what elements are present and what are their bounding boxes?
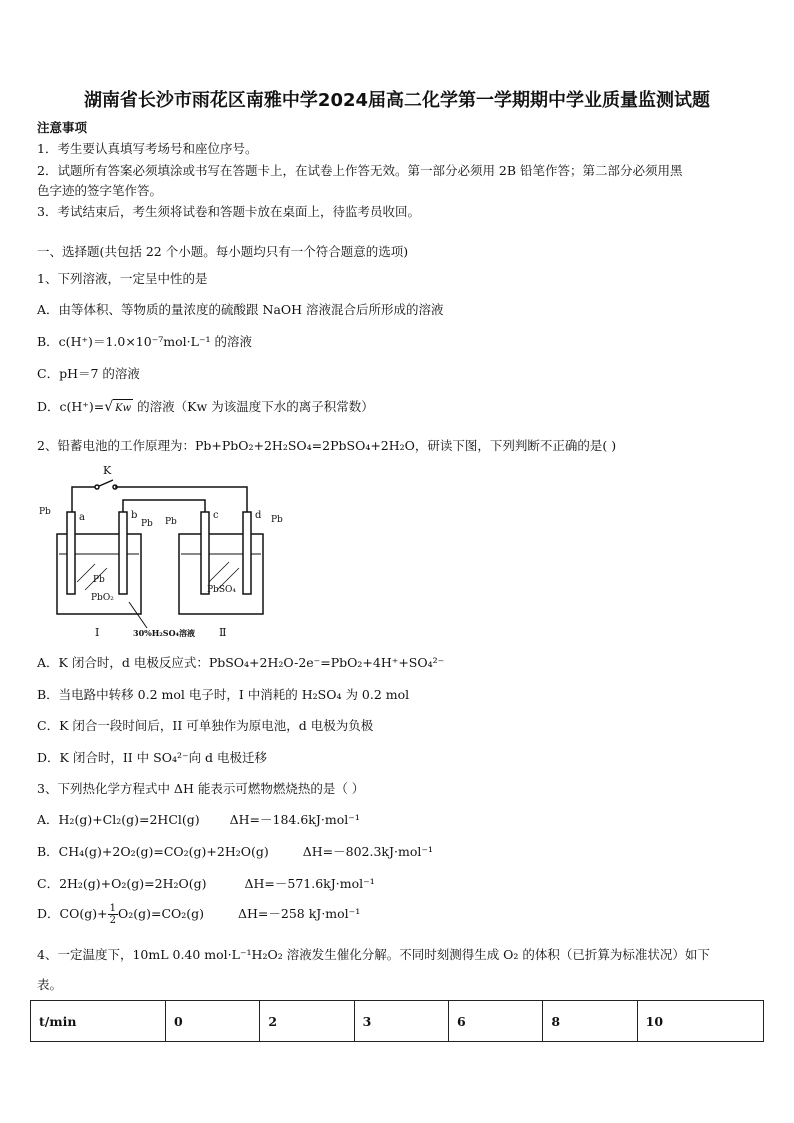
notice-item-2-cont: 色字迹的签字笔作答。 bbox=[37, 183, 163, 198]
q3-b-equation: B．CH₄(g)+2O₂(g)=CO₂(g)+2H₂O(g) bbox=[37, 844, 269, 859]
q4-stem-line2: 表。 bbox=[37, 977, 63, 992]
q2-stem: 2、铅蓄电池的工作原理为：Pb+PbO₂+2H₂SO₄=2PbSO₄+2H₂O，研读下图，下列判断不正确的是( ) bbox=[37, 438, 617, 453]
cell-II-label: Ⅱ bbox=[219, 626, 227, 639]
q1-option-d-prefix: D．c(H⁺)= bbox=[37, 399, 105, 414]
q3-stem: 3、下列热化学方程式中 ΔH 能表示可燃物燃烧热的是（ ） bbox=[37, 781, 365, 796]
label-pb-b: Pb bbox=[141, 519, 153, 529]
label-pb-c: Pb bbox=[165, 517, 177, 527]
electrode-c-label: c bbox=[213, 510, 219, 521]
table-row bbox=[31, 1001, 764, 1042]
q3-a-equation: A．H₂(g)+Cl₂(g)=2HCl(g) bbox=[37, 812, 200, 827]
fraction-half: $\frac{1}{2}$ bbox=[109, 903, 116, 926]
table-cell: 2 bbox=[260, 1001, 354, 1042]
table-cell: 8 bbox=[543, 1001, 637, 1042]
label-pb-right: Pb bbox=[271, 515, 283, 525]
q3-option-a bbox=[37, 811, 360, 829]
notice-item-3: 3．考试结束后，考生须将试卷和答题卡放在桌面上，待监考员收回。 bbox=[37, 204, 420, 219]
sqrt-kw: Kw bbox=[113, 399, 133, 418]
q4-stem-line1: 4、一定温度下，10mL 0.40 mol·L⁻¹H₂O₂ 溶液发生催化分解。不同时刻测得生成 O₂ 的体积（已折算为标准状况）如下 bbox=[37, 947, 710, 962]
electrode-d-label: d bbox=[255, 510, 262, 521]
q3-c-enthalpy: ΔH=－571.6kJ·mol⁻¹ bbox=[244, 876, 375, 891]
q1-stem: 1、下列溶液，一定呈中性的是 bbox=[37, 271, 208, 286]
q3-b-enthalpy: ΔH=－802.3kJ·mol⁻¹ bbox=[302, 844, 433, 859]
notice-heading: 注意事项 bbox=[37, 120, 88, 135]
table-cell: 3 bbox=[354, 1001, 448, 1042]
table-cell: 0 bbox=[166, 1001, 260, 1042]
q2-option-d: D．K 闭合时，II 中 SO₄²⁻向 d 电极迁移 bbox=[37, 750, 268, 765]
q3-d-suffix: O₂(g)=CO₂(g) bbox=[117, 906, 205, 921]
q1-option-b: B．c(H⁺)＝1.0×10⁻⁷mol·L⁻¹ 的溶液 bbox=[37, 334, 253, 349]
table-cell: t/min bbox=[31, 1001, 166, 1042]
q1-option-d: D．c(H⁺)=√ Kw 的溶液（Kw 为该温度下水的离子积常数） bbox=[37, 398, 374, 418]
section-heading: 一、选择题(共包括 22 个小题。每小题均只有一个符合题意的选项) bbox=[37, 244, 409, 259]
electrolyte-label: 30%H₂SO₄溶液 bbox=[133, 628, 196, 638]
q3-option-c bbox=[37, 875, 375, 893]
q3-a-enthalpy: ΔH=－184.6kJ·mol⁻¹ bbox=[229, 812, 360, 827]
q3-d-enthalpy: ΔH=－258 kJ·mol⁻¹ bbox=[238, 906, 361, 921]
q2-option-c: C．K 闭合一段时间后，II 可单独作为原电池，d 电极为负极 bbox=[37, 718, 374, 733]
q1-option-a: A．由等体积、等物质的量浓度的硫酸跟 NaOH 溶液混合后所形成的溶液 bbox=[37, 302, 444, 317]
q3-option-d bbox=[37, 903, 360, 926]
table-cell: 6 bbox=[448, 1001, 542, 1042]
q3-d-prefix: D．CO(g)+ bbox=[37, 906, 108, 921]
label-pbo2-inner: PbO₂ bbox=[91, 593, 114, 603]
table-cell: 10 bbox=[637, 1001, 763, 1042]
notice-item-1: 1．考生要认真填写考场号和座位序号。 bbox=[37, 141, 258, 156]
notice-item-2: 2．试题所有答案必须填涂或书写在答题卡上，在试卷上作答无效。第一部分必须用 2B 铅笔作答；第二部分必须用黑 bbox=[37, 163, 683, 178]
cell-I-label: Ⅰ bbox=[95, 626, 100, 639]
switch-k-label: K bbox=[103, 464, 112, 477]
exam-title: 湖南省长沙市雨花区南雅中学2024届高二化学第一学期期中学业质量监测试题 bbox=[83, 90, 711, 111]
q4-data-table bbox=[30, 1000, 764, 1042]
electrode-a-label: a bbox=[79, 512, 85, 523]
q3-option-b bbox=[37, 843, 433, 861]
q1-option-c: C．pH＝7 的溶液 bbox=[37, 366, 140, 381]
q1-option-d-suffix: 的溶液（Kw 为该温度下水的离子积常数） bbox=[133, 399, 374, 414]
lead-battery-diagram bbox=[37, 462, 297, 642]
label-pb-inner: Pb bbox=[93, 575, 105, 585]
electrode-b-label: b bbox=[131, 510, 138, 521]
label-pbso4-inner: PbSO₄ bbox=[207, 585, 236, 595]
label-pb-left: Pb bbox=[39, 507, 51, 517]
q3-c-equation: C．2H₂(g)+O₂(g)=2H₂O(g) bbox=[37, 876, 207, 891]
q2-option-b: B．当电路中转移 0.2 mol 电子时，I 中消耗的 H₂SO₄ 为 0.2 mol bbox=[37, 687, 410, 702]
q2-option-a: A．K 闭合时，d 电极反应式：PbSO₄+2H₂O-2e⁻=PbO₂+4H⁺+SO₄²⁻ bbox=[37, 655, 445, 670]
